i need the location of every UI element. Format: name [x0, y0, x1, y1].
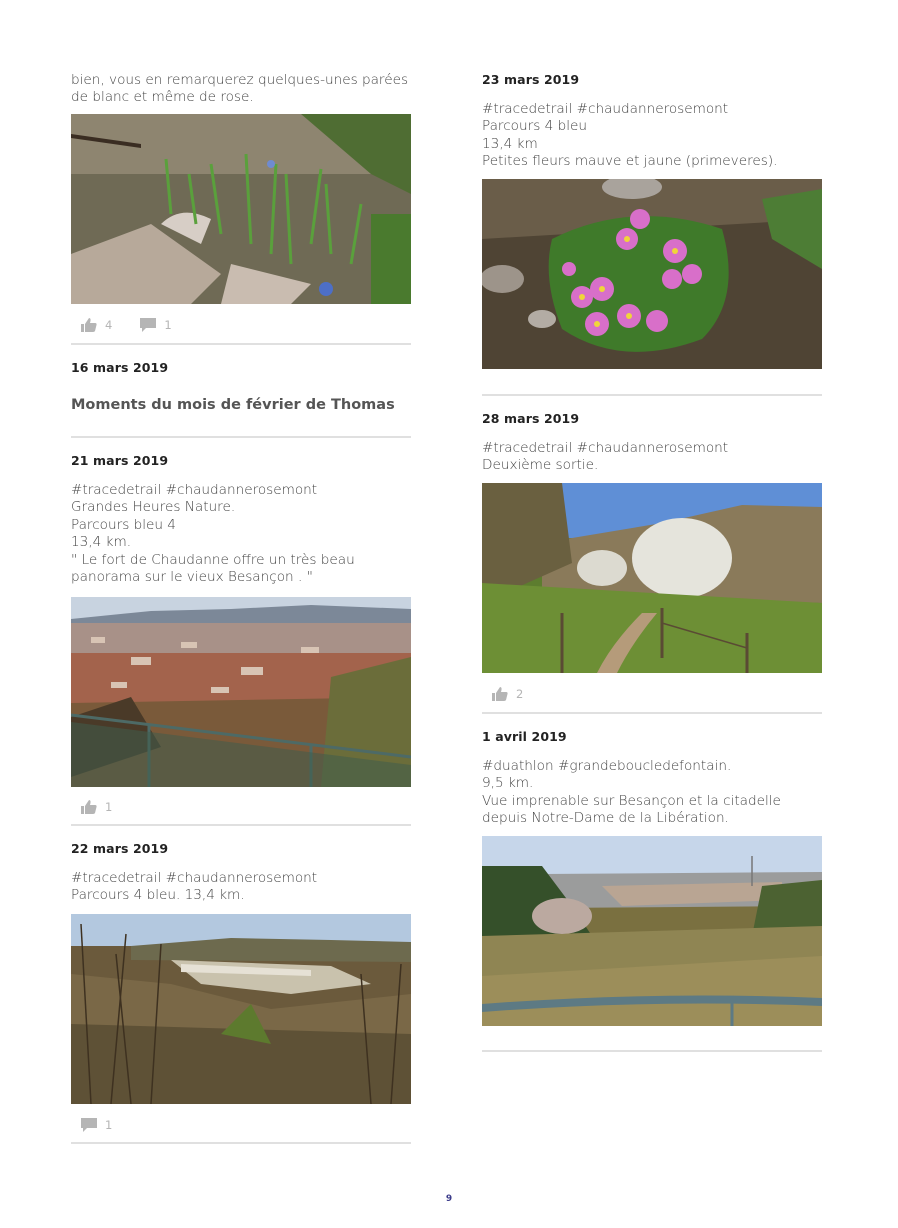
page-number: 9: [445, 1194, 453, 1204]
post-line: #tracedetrail #chaudannerosemont: [482, 440, 729, 456]
photo-trail-path[interactable]: [482, 483, 822, 673]
comment-count: 1: [105, 1118, 113, 1132]
post-line: #tracedetrail #chaudannerosemont: [71, 870, 318, 886]
album-title-link[interactable]: Moments du mois de février de Thomas: [71, 397, 395, 413]
post-text: [482, 758, 822, 828]
intro-line: bien, vous en remarquerez quelques-unes parées: [71, 72, 409, 88]
photo-fort-view[interactable]: [71, 914, 411, 1104]
post-date: 1 avril 2019: [482, 729, 567, 744]
post-separator: [482, 394, 822, 396]
photo-besancon-panorama[interactable]: [71, 597, 411, 787]
photo-spring-flowers-image: [71, 114, 411, 304]
photo-trail-path-image: [482, 483, 822, 673]
like-counter[interactable]: [492, 687, 523, 701]
comment-count: 1: [164, 318, 172, 332]
photo-citadel-view[interactable]: [482, 836, 822, 1026]
thumbs-up-icon: [492, 687, 508, 701]
comment-bubble-icon: [140, 318, 156, 332]
post-line: depuis Notre-Dame de la Libération.: [482, 810, 729, 827]
post-stats: [482, 687, 822, 701]
post-date: 23 mars 2019: [482, 72, 580, 87]
post-separator: [71, 343, 411, 345]
intro-line: de blanc et même de rose.: [71, 89, 254, 106]
photo-citadel-view-image: [482, 836, 822, 1026]
like-count: 2: [516, 687, 524, 701]
post-line: Deuxième sortie.: [482, 457, 599, 474]
post-line: 13,4 km: [482, 135, 538, 152]
post-stats: [71, 1118, 411, 1132]
photo-fort-view-image: [71, 914, 411, 1104]
post-line: Petites fleurs mauve et jaune (primeveres).: [482, 153, 778, 170]
post-line: " Le fort de Chaudanne offre un très beau: [71, 551, 355, 568]
thumbs-up-icon: [81, 318, 97, 332]
comment-counter[interactable]: [81, 1118, 112, 1132]
post-line: Grandes Heures Nature.: [71, 499, 236, 516]
like-counter[interactable]: [81, 800, 112, 814]
post-line: #tracedetrail #chaudannerosemont: [71, 482, 318, 498]
photo-primroses[interactable]: [482, 179, 822, 369]
post-line: #tracedetrail #chaudannerosemont: [482, 101, 729, 117]
post-separator: [482, 712, 822, 714]
post-text: [482, 440, 822, 475]
post-separator: [482, 1050, 822, 1052]
post-line: #duathlon #grandeboucledefontain.: [482, 758, 732, 774]
comment-counter[interactable]: [140, 318, 171, 332]
post-date: 21 mars 2019: [71, 453, 169, 468]
post-stats: [71, 318, 411, 332]
post-text: [71, 870, 411, 905]
photo-primroses-image: [482, 179, 822, 369]
like-count: 1: [105, 800, 113, 814]
photo-besancon-panorama-image: [71, 597, 411, 787]
post-separator: [71, 1142, 411, 1144]
post-separator: [71, 436, 411, 438]
comment-bubble-icon: [81, 1118, 97, 1132]
post-text: [482, 101, 822, 171]
post-line: Parcours bleu 4: [71, 516, 176, 533]
like-count: 4: [105, 318, 113, 332]
post-date: 22 mars 2019: [71, 841, 169, 856]
post-stats: [71, 800, 411, 814]
post-separator: [71, 824, 411, 826]
post-line: Vue imprenable sur Besançon et la citadelle: [482, 792, 781, 809]
post-line: Parcours 4 bleu: [482, 118, 587, 135]
photo-spring-flowers[interactable]: [71, 114, 411, 304]
post-text: [71, 482, 411, 586]
post-date: 28 mars 2019: [482, 411, 580, 426]
post-date: 16 mars 2019: [71, 360, 169, 375]
like-counter[interactable]: [81, 318, 112, 332]
thumbs-up-icon: [81, 800, 97, 814]
intro-text: [71, 72, 411, 107]
post-line: 13,4 km.: [71, 534, 132, 551]
post-line: Parcours 4 bleu. 13,4 km.: [71, 887, 245, 904]
post-line: 9,5 km.: [482, 775, 534, 792]
post-line: panorama sur le vieux Besançon . ": [71, 569, 313, 586]
